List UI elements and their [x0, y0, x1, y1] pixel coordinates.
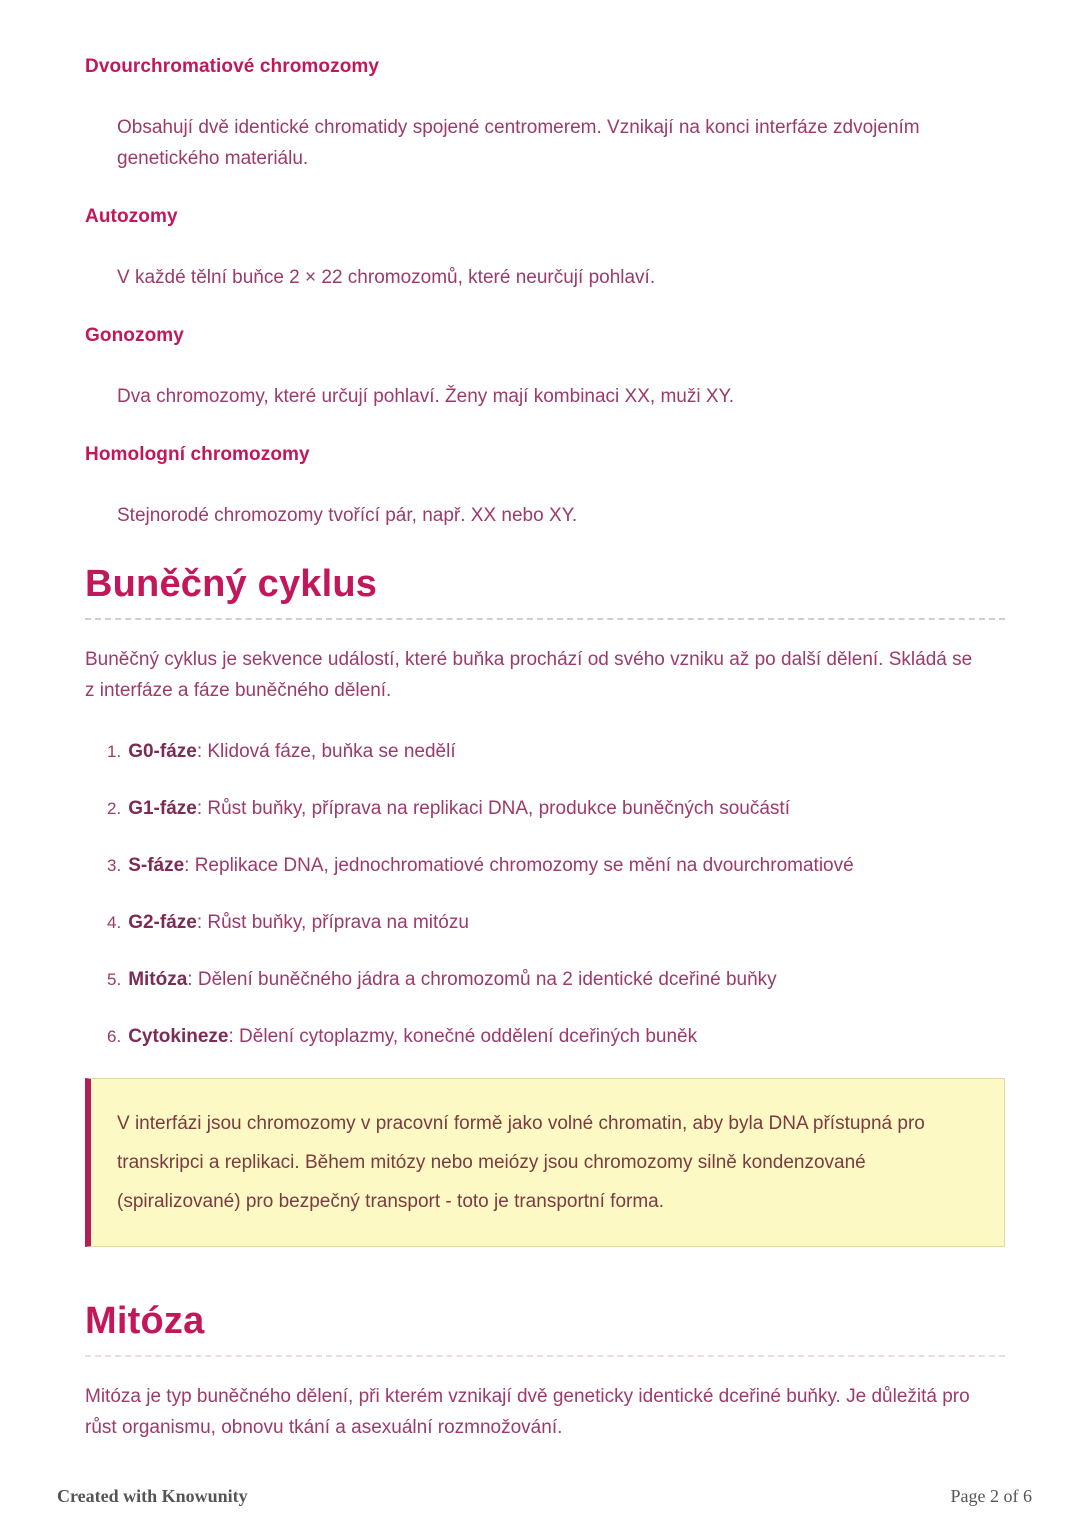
- mitosis-section: [85, 1299, 1005, 1443]
- definition-term-dvouchromatiove: Dvourchromatiové chromozomy: [85, 56, 380, 77]
- phase-list-item: [107, 964, 1005, 995]
- phase-list-item: [107, 907, 1005, 938]
- phase-term: G1-fáze: [128, 798, 197, 819]
- cell-cycle-phase-list: [107, 736, 1005, 1052]
- mitosis-intro: Mitóza je typ buněčného dělení, při kterém vznikají dvě geneticky identické dceřiné buňky. Je důležitá pro růst organismu, obnovu tkání a asexuální rozmnožování.: [85, 1386, 970, 1438]
- footer-page-number: Page 2 of 6: [950, 1486, 1032, 1506]
- list-number: 2.: [107, 799, 122, 818]
- cell-cycle-intro: Buněčný cyklus je sekvence událostí, které buňka prochází od svého vzniku až po další dělení. Skládá se z interfáze a fáze buněčného dělení.: [85, 649, 973, 701]
- definitions-section: [85, 55, 1005, 531]
- phase-term: S-fáze: [128, 855, 185, 876]
- phase-term: Mitóza: [128, 969, 188, 990]
- phase-list-item: [107, 850, 1005, 881]
- phase-description: : Růst buňky, příprava na mitózu: [196, 912, 469, 933]
- definition-description: Stejnorodé chromozomy tvořící pár, např. XX nebo XY.: [117, 505, 578, 526]
- definition-description: Dva chromozomy, které určují pohlaví. Ženy mají kombinaci XX, muži XY.: [117, 386, 735, 407]
- list-number: 6.: [107, 1027, 122, 1046]
- phase-description: : Dělení cytoplazmy, konečné oddělení dceřiných buněk: [228, 1026, 698, 1047]
- footer-credit: Created with Knowunity: [57, 1486, 248, 1506]
- phase-description: : Růst buňky, příprava na replikaci DNA, produkce buněčných součástí: [196, 798, 790, 819]
- phase-list-item: [107, 736, 1005, 767]
- phase-term: G2-fáze: [128, 912, 197, 933]
- cell-cycle-section: [85, 562, 1005, 1247]
- phase-list-item: [107, 793, 1005, 824]
- phase-description: : Dělení buněčného jádra a chromozomů na 2 identické dceřiné buňky: [187, 969, 777, 990]
- callout-note: [85, 1078, 1005, 1247]
- phase-term: Cytokineze: [128, 1026, 229, 1047]
- definition-term-gonozomy: Gonozomy: [85, 325, 184, 346]
- list-number: 1.: [107, 742, 122, 761]
- definition-description: V každé tělní buňce 2 × 22 chromozomů, které neurčují pohlaví.: [117, 267, 656, 288]
- phase-list-item: [107, 1021, 1005, 1052]
- definition-term-autozomy: Autozomy: [85, 206, 178, 227]
- definition-description: Obsahují dvě identické chromatidy spojené centromerem. Vznikají na konci interfáze zdvojením genetického materiálu.: [117, 117, 920, 169]
- section-title-cell-cycle: Buněčný cyklus: [85, 562, 1005, 620]
- callout-note-text: V interfázi jsou chromozomy v pracovní formě jako volné chromatin, aby byla DNA přístupná pro transkripci a replikaci. Během mitózy nebo meiózy jsou chromozomy silně kondenzované (spiralizované) pro bezpečný transport - toto je transportní forma.: [117, 1113, 925, 1212]
- phase-description: : Replikace DNA, jednochromatiové chromozomy se mění na dvourchromatiové: [184, 855, 854, 876]
- page-footer: [57, 1486, 1032, 1507]
- phase-term: G0-fáze: [128, 741, 197, 762]
- definition-term-homologni: Homologní chromozomy: [85, 444, 310, 465]
- section-title-mitosis: Mitóza: [85, 1299, 1005, 1357]
- list-number: 5.: [107, 970, 122, 989]
- list-number: 4.: [107, 913, 122, 932]
- list-number: 3.: [107, 856, 122, 875]
- phase-description: : Klidová fáze, buňka se nedělí: [196, 741, 456, 762]
